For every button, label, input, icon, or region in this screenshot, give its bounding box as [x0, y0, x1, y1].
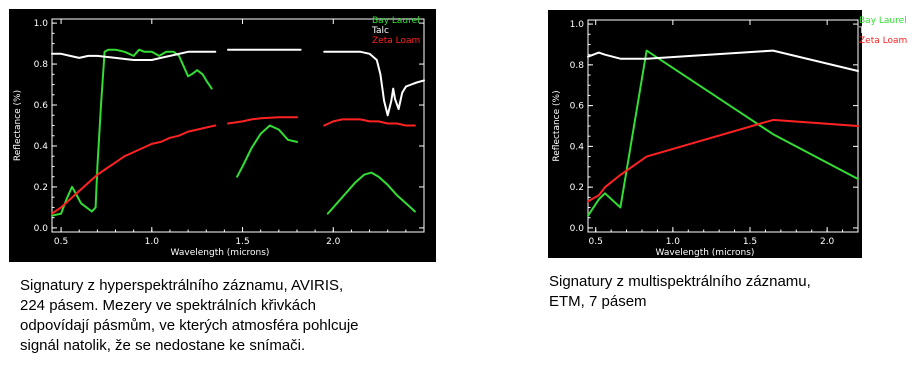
hyperspectral-caption — [20, 276, 435, 356]
y-tick-label: 0.6 — [33, 101, 48, 112]
legend-entry: Bay Laurel — [859, 16, 907, 26]
caption-line: signál natolik, že se nedostane ke snímači. — [20, 337, 306, 354]
y-tick-label: 0.4 — [569, 142, 584, 153]
y-tick-label: 1.0 — [33, 19, 48, 30]
series-line — [52, 126, 215, 214]
x-tick-label: 2.0 — [819, 237, 835, 247]
hyperspectral-chart — [9, 9, 436, 262]
legend-entry: Talc — [372, 26, 389, 36]
x-tick-label: 1.0 — [665, 237, 681, 247]
y-tick-label: 1.0 — [569, 20, 584, 31]
series-line — [324, 52, 424, 116]
series-line — [588, 51, 858, 71]
caption-line: Signatury z multispektrálního záznamu, — [549, 273, 811, 290]
y-tick-label: 0.0 — [569, 223, 584, 234]
y-axis-label: Reflectance (%) — [13, 89, 23, 162]
x-tick-label: 1.0 — [144, 237, 159, 247]
x-tick-label: 0.5 — [53, 237, 69, 247]
multispectral-caption — [549, 272, 879, 312]
x-tick-label: 2.0 — [326, 237, 341, 247]
multispectral-chart-panel — [548, 10, 908, 258]
y-tick-label: 0.2 — [33, 182, 48, 193]
legend-entry: Zeta Loam — [859, 36, 908, 46]
x-tick-label: 1.5 — [235, 237, 250, 247]
legend-entry: Zeta Loam — [372, 36, 421, 46]
y-tick-label: 0.4 — [33, 141, 48, 152]
y-tick-label: 0.8 — [33, 60, 48, 71]
hyperspectral-chart-panel — [9, 9, 436, 262]
x-tick-label: 0.5 — [588, 237, 603, 247]
legend-entry: Bay Laurel — [372, 16, 420, 26]
series-line — [324, 119, 415, 125]
plot-frame — [588, 20, 858, 232]
multispectral-chart — [548, 10, 908, 258]
x-axis-label: Wavelength (microns) — [170, 248, 270, 258]
y-tick-label: 0.6 — [569, 101, 584, 112]
caption-line: Signatury z hyperspektrálního záznamu, AVIRIS, — [20, 277, 344, 294]
y-tick-label: 0.2 — [569, 183, 584, 194]
x-tick-label: 1.5 — [742, 237, 758, 247]
caption-line: ETM, 7 pásem — [549, 293, 647, 310]
y-tick-label: 0.8 — [569, 60, 584, 71]
x-axis-label: Wavelength (microns) — [655, 248, 755, 258]
series-line — [237, 126, 297, 177]
series-line — [588, 51, 858, 216]
series-line — [228, 117, 297, 123]
y-tick-label: 0.0 — [33, 223, 48, 234]
y-axis-label: Reflectance (%) — [552, 90, 562, 162]
caption-line: odpovídají pásmům, ve kterých atmosféra pohlcuje — [20, 317, 359, 334]
series-line — [328, 173, 415, 214]
caption-line: 224 pásem. Mezery ve spektrálních křivkách — [20, 297, 316, 314]
legend-entry: Talc — [859, 26, 876, 36]
